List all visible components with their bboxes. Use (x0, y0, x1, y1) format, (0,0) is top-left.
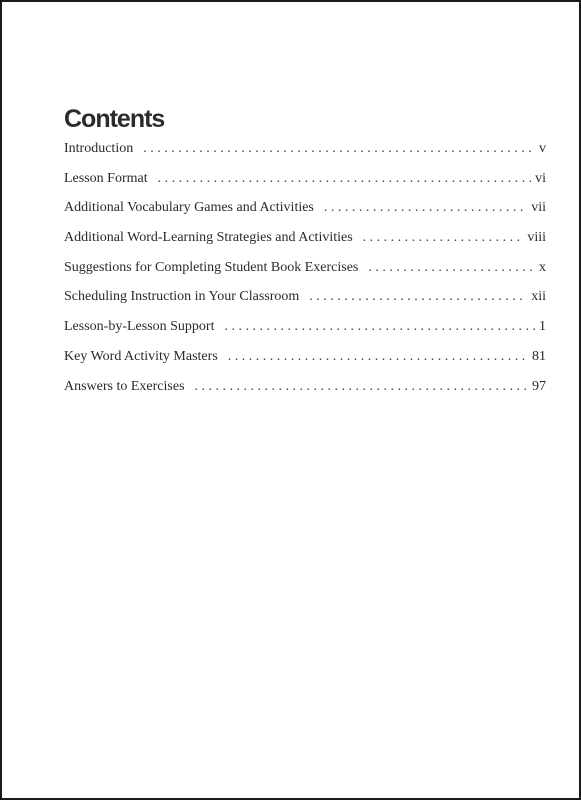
dot-leader (158, 171, 532, 187)
toc-entry-page: viii (527, 230, 546, 246)
dot-leader (309, 289, 527, 305)
toc-entry-label: Key Word Activity Masters (64, 348, 218, 364)
toc-entry-label: Answers to Exercises (64, 378, 185, 394)
toc-entry (64, 289, 546, 319)
toc-entry (64, 260, 546, 290)
toc-entry-label: Additional Vocabulary Games and Activities (64, 200, 314, 216)
toc-entry (64, 141, 546, 171)
dot-leader (363, 230, 524, 246)
toc-entry-label: Lesson-by-Lesson Support (64, 319, 215, 335)
toc-entry (64, 171, 546, 201)
toc-entry-page: 97 (532, 378, 546, 394)
table-of-contents (64, 141, 546, 408)
toc-entry-label: Lesson Format (64, 170, 148, 186)
toc-entry-page: 1 (539, 319, 546, 335)
toc-entry (64, 230, 546, 260)
toc-entry-page: x (539, 259, 546, 275)
toc-entry-page: vi (535, 170, 546, 186)
toc-entry-label: Scheduling Instruction in Your Classroom (64, 289, 300, 305)
toc-entry (64, 319, 546, 349)
page-title: Contents (64, 105, 165, 133)
toc-entry-page: 81 (532, 348, 546, 364)
toc-entry (64, 379, 546, 409)
dot-leader (324, 200, 527, 216)
dot-leader (225, 319, 536, 335)
toc-entry-page: v (539, 141, 546, 156)
toc-entry-label: Additional Word-Learning Strategies and Activities (64, 230, 353, 246)
toc-entry-label: Suggestions for Completing Student Book Exercises (64, 259, 359, 275)
toc-entry-page: vii (531, 200, 546, 216)
toc-entry-label: Introduction (64, 141, 134, 156)
dot-leader (143, 141, 535, 157)
dot-leader (195, 379, 528, 395)
toc-entry-page: xii (531, 289, 546, 305)
toc-entry (64, 349, 546, 379)
dot-leader (368, 260, 535, 276)
dot-leader (228, 349, 528, 365)
toc-entry (64, 200, 546, 230)
